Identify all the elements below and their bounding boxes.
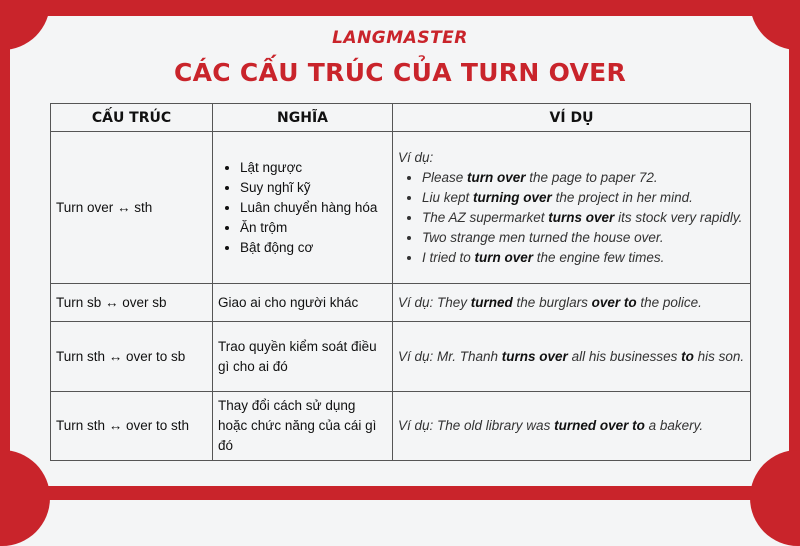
example-item: • Liu kept turning over the project in her mind. (422, 188, 745, 208)
meaning-cell: Thay đổi cách sử dụng hoặc chức năng của cái gì đó (213, 392, 393, 461)
meaning-item: • Ăn trộm (240, 218, 387, 238)
meaning-cell: Trao quyền kiểm soát điều gì cho ai đó (213, 322, 393, 392)
example-keyword: turns over (501, 348, 568, 364)
example-cell (393, 132, 751, 284)
table-header-row (51, 104, 751, 132)
example-keyword: turns over (548, 209, 615, 225)
header-example: VÍ DỤ (393, 104, 751, 132)
example-cell: Ví dụ: They turned the burglars over to the police. (393, 284, 751, 322)
example-item: • Two strange men turned the house over. (422, 228, 745, 248)
table-row (51, 392, 751, 461)
meaning-item: • Lật ngược (240, 158, 387, 178)
example-cell: Ví dụ: Mr. Thanh turns over all his businesses to his son. (393, 322, 751, 392)
page-title: CÁC CẤU TRÚC CỦA TURN OVER (173, 58, 627, 87)
example-keyword: turning over (473, 189, 552, 205)
example-keyword: turned (470, 294, 513, 310)
meaning-item: • Suy nghĩ kỹ (240, 178, 387, 198)
example-prefix: Ví dụ: (398, 149, 434, 165)
example-item: • The AZ supermarket turns over its stock very rapidly. (422, 208, 745, 228)
table-row (51, 132, 751, 284)
meaning-item: • Bật động cơ (240, 238, 387, 258)
structure-cell: Turn sb ↔ over sb (51, 284, 213, 322)
example-list (398, 168, 745, 268)
table-row (51, 322, 751, 392)
example-keyword: turned over to (554, 418, 645, 433)
meaning-cell (213, 132, 393, 284)
meaning-list (218, 158, 387, 258)
brand-logo: LANGMASTER (332, 28, 468, 48)
corner-decoration (0, 450, 50, 546)
frame-bottom-border (0, 486, 800, 500)
header-structure: CẤU TRÚC (51, 104, 213, 132)
meaning-item: • Luân chuyển hàng hóa (240, 198, 387, 218)
structures-table (50, 103, 751, 461)
meaning-cell: Giao ai cho người khác (213, 284, 393, 322)
example-keyword: over to (591, 294, 637, 310)
example-item: • I tried to turn over the engine few times. (422, 248, 745, 268)
structure-cell: Turn sth ↔ over to sth (51, 392, 213, 461)
example-keyword: turn over (467, 169, 526, 185)
table-row (51, 284, 751, 322)
header-meaning: NGHĨA (213, 104, 393, 132)
example-item: • Please turn over the page to paper 72. (422, 168, 745, 188)
structure-cell: Turn over ↔ sth (51, 132, 213, 284)
structure-cell: Turn sth ↔ over to sb (51, 322, 213, 392)
frame-top-border (0, 0, 800, 16)
example-keyword: turn over (474, 249, 534, 265)
example-keyword: to (681, 348, 694, 364)
corner-decoration (750, 450, 800, 546)
example-cell: Ví dụ: The old library was turned over to a bakery. (393, 392, 751, 461)
